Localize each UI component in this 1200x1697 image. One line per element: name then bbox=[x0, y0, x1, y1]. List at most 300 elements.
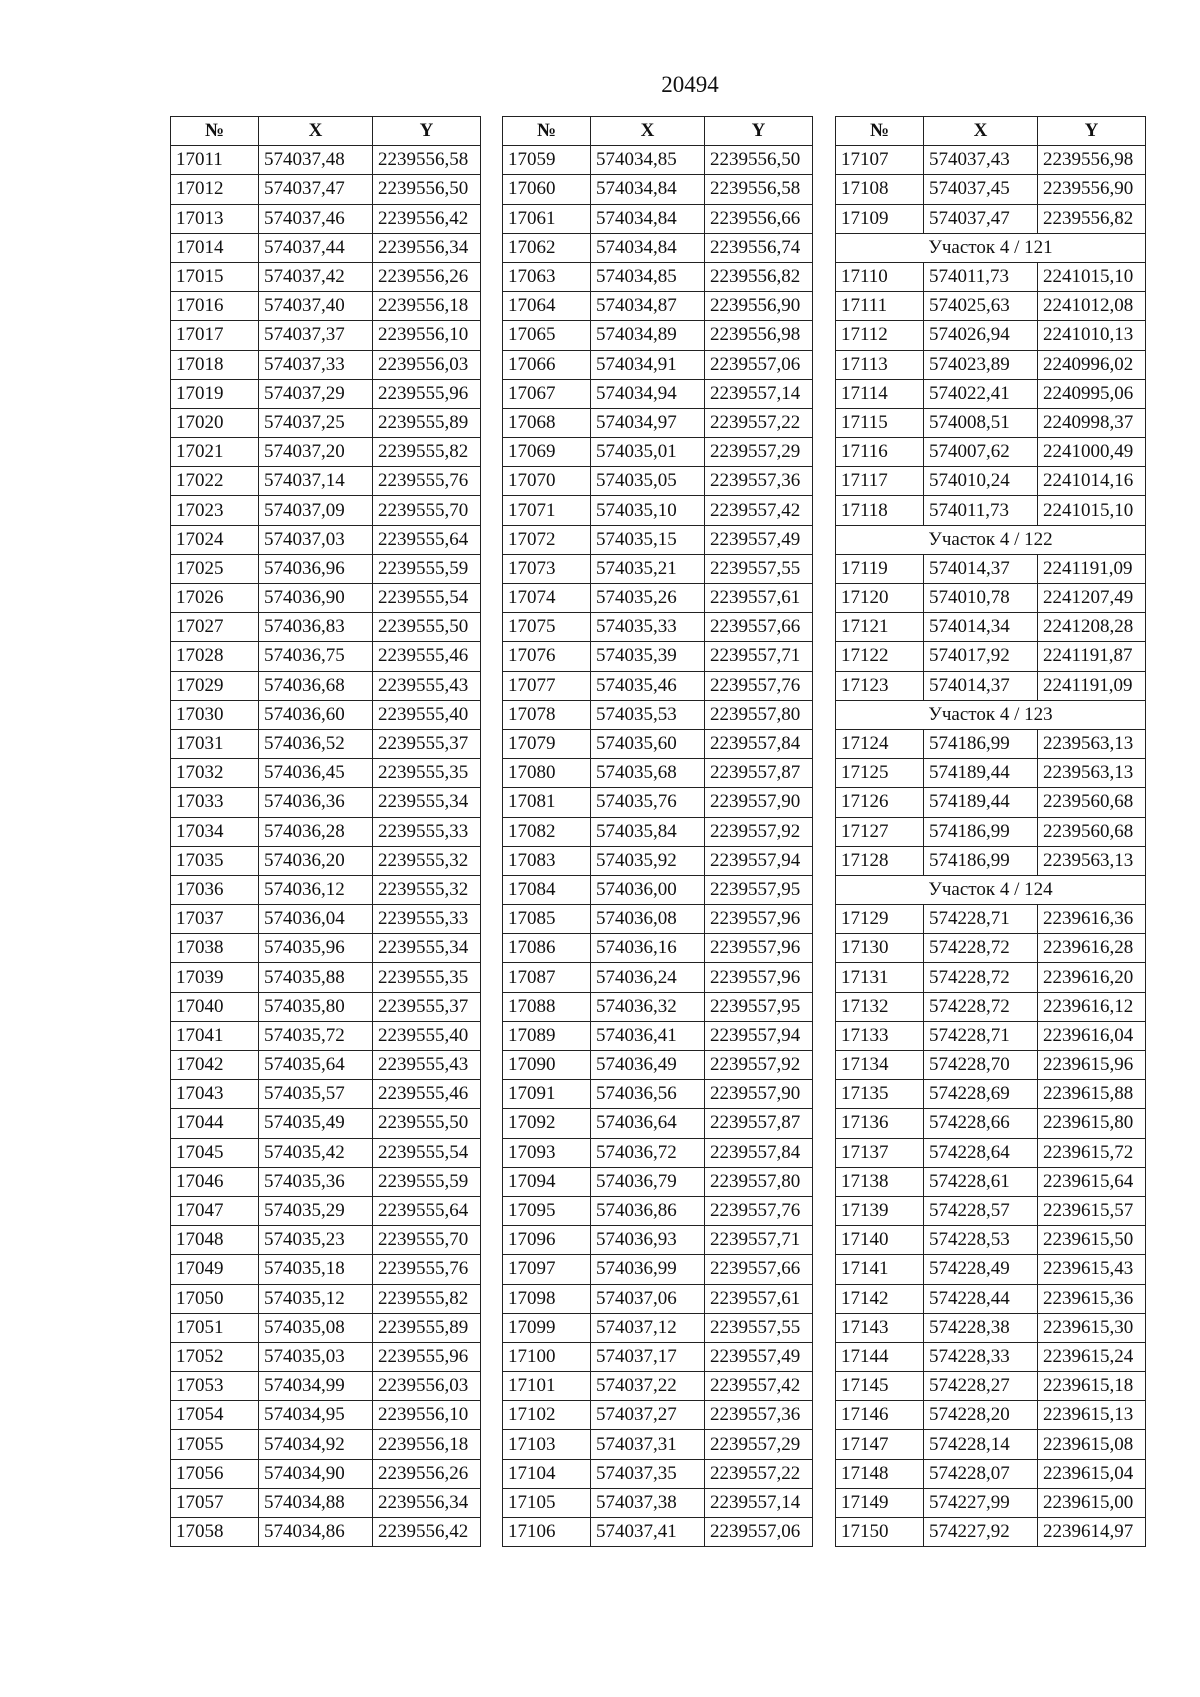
point-number-cell: 17101 bbox=[503, 1372, 591, 1401]
y-coordinate-cell: 2239555,43 bbox=[373, 671, 481, 700]
x-coordinate-cell: 574228,33 bbox=[924, 1342, 1038, 1371]
table-row bbox=[171, 350, 481, 379]
point-number-cell: 17100 bbox=[503, 1342, 591, 1371]
x-coordinate-cell: 574035,42 bbox=[259, 1138, 373, 1167]
y-coordinate-cell: 2239615,24 bbox=[1038, 1342, 1146, 1371]
table-row bbox=[836, 262, 1146, 291]
point-number-cell: 17097 bbox=[503, 1255, 591, 1284]
y-coordinate-cell: 2239557,14 bbox=[705, 379, 813, 408]
y-coordinate-cell: 2239555,64 bbox=[373, 525, 481, 554]
point-number-cell: 17132 bbox=[836, 992, 924, 1021]
y-coordinate-cell: 2239557,42 bbox=[705, 496, 813, 525]
table-row bbox=[836, 1518, 1146, 1547]
point-number-cell: 17037 bbox=[171, 905, 259, 934]
table-row bbox=[171, 584, 481, 613]
point-number-cell: 17117 bbox=[836, 467, 924, 496]
table-row bbox=[836, 1109, 1146, 1138]
table-row bbox=[503, 204, 813, 233]
table-row bbox=[836, 1284, 1146, 1313]
x-coordinate-cell: 574034,84 bbox=[591, 233, 705, 262]
table-row bbox=[503, 1051, 813, 1080]
x-coordinate-cell: 574011,73 bbox=[924, 496, 1038, 525]
x-coordinate-cell: 574014,37 bbox=[924, 671, 1038, 700]
table-row bbox=[171, 1138, 481, 1167]
y-coordinate-cell: 2239555,64 bbox=[373, 1196, 481, 1225]
point-number-cell: 17013 bbox=[171, 204, 259, 233]
point-number-cell: 17080 bbox=[503, 759, 591, 788]
y-coordinate-cell: 2239557,87 bbox=[705, 1109, 813, 1138]
point-number-cell: 17112 bbox=[836, 321, 924, 350]
point-number-cell: 17073 bbox=[503, 554, 591, 583]
y-coordinate-cell: 2239556,10 bbox=[373, 321, 481, 350]
point-number-cell: 17016 bbox=[171, 292, 259, 321]
y-coordinate-cell: 2239557,71 bbox=[705, 642, 813, 671]
y-coordinate-cell: 2239616,04 bbox=[1038, 1021, 1146, 1050]
table-row bbox=[503, 321, 813, 350]
x-coordinate-cell: 574036,45 bbox=[259, 759, 373, 788]
x-coordinate-cell: 574037,06 bbox=[591, 1284, 705, 1313]
point-number-cell: 17031 bbox=[171, 729, 259, 758]
point-number-cell: 17106 bbox=[503, 1518, 591, 1547]
y-coordinate-cell: 2239555,32 bbox=[373, 846, 481, 875]
y-coordinate-cell: 2239557,22 bbox=[705, 1459, 813, 1488]
y-coordinate-cell: 2241014,16 bbox=[1038, 467, 1146, 496]
x-coordinate-cell: 574228,20 bbox=[924, 1401, 1038, 1430]
table-row bbox=[171, 642, 481, 671]
table-row bbox=[503, 525, 813, 554]
x-coordinate-cell: 574228,71 bbox=[924, 1021, 1038, 1050]
point-number-cell: 17034 bbox=[171, 817, 259, 846]
point-number-cell: 17115 bbox=[836, 408, 924, 437]
x-coordinate-cell: 574036,32 bbox=[591, 992, 705, 1021]
x-coordinate-cell: 574037,27 bbox=[591, 1401, 705, 1430]
x-coordinate-cell: 574036,04 bbox=[259, 905, 373, 934]
section-row bbox=[836, 525, 1146, 554]
table-row bbox=[836, 554, 1146, 583]
x-coordinate-cell: 574036,64 bbox=[591, 1109, 705, 1138]
point-number-cell: 17078 bbox=[503, 700, 591, 729]
point-number-cell: 17074 bbox=[503, 584, 591, 613]
point-number-cell: 17067 bbox=[503, 379, 591, 408]
table-row bbox=[503, 846, 813, 875]
point-number-cell: 17017 bbox=[171, 321, 259, 350]
x-coordinate-cell: 574034,95 bbox=[259, 1401, 373, 1430]
point-number-cell: 17050 bbox=[171, 1284, 259, 1313]
x-coordinate-cell: 574037,29 bbox=[259, 379, 373, 408]
y-coordinate-cell: 2239557,84 bbox=[705, 729, 813, 758]
y-coordinate-cell: 2239556,74 bbox=[705, 233, 813, 262]
point-number-cell: 17125 bbox=[836, 759, 924, 788]
table-row bbox=[171, 1284, 481, 1313]
table-row bbox=[171, 321, 481, 350]
table-row bbox=[836, 292, 1146, 321]
y-coordinate-cell: 2239555,96 bbox=[373, 1342, 481, 1371]
x-coordinate-cell: 574037,45 bbox=[924, 175, 1038, 204]
x-coordinate-cell: 574037,43 bbox=[924, 146, 1038, 175]
point-number-cell: 17122 bbox=[836, 642, 924, 671]
y-coordinate-cell: 2239557,66 bbox=[705, 1255, 813, 1284]
y-coordinate-cell: 2239557,92 bbox=[705, 1051, 813, 1080]
table-row bbox=[171, 292, 481, 321]
x-coordinate-cell: 574228,69 bbox=[924, 1080, 1038, 1109]
header-row bbox=[836, 117, 1146, 146]
table-row bbox=[171, 467, 481, 496]
point-number-cell: 17107 bbox=[836, 146, 924, 175]
y-coordinate-cell: 2239557,76 bbox=[705, 1196, 813, 1225]
table-row bbox=[171, 1518, 481, 1547]
table-row bbox=[171, 963, 481, 992]
page-number: 20494 bbox=[661, 72, 719, 97]
y-coordinate-cell: 2239615,13 bbox=[1038, 1401, 1146, 1430]
x-coordinate-cell: 574035,88 bbox=[259, 963, 373, 992]
point-number-cell: 17140 bbox=[836, 1226, 924, 1255]
header-y: Y bbox=[705, 117, 813, 146]
x-coordinate-cell: 574034,87 bbox=[591, 292, 705, 321]
header-y: Y bbox=[1038, 117, 1146, 146]
point-number-cell: 17108 bbox=[836, 175, 924, 204]
x-coordinate-cell: 574034,88 bbox=[259, 1488, 373, 1517]
point-number-cell: 17039 bbox=[171, 963, 259, 992]
y-coordinate-cell: 2239555,40 bbox=[373, 700, 481, 729]
point-number-cell: 17099 bbox=[503, 1313, 591, 1342]
point-number-cell: 17104 bbox=[503, 1459, 591, 1488]
table-row bbox=[171, 1167, 481, 1196]
y-coordinate-cell: 2241191,09 bbox=[1038, 671, 1146, 700]
x-coordinate-cell: 574186,99 bbox=[924, 729, 1038, 758]
table-row bbox=[836, 934, 1146, 963]
x-coordinate-cell: 574228,72 bbox=[924, 992, 1038, 1021]
table-row bbox=[171, 671, 481, 700]
point-number-cell: 17057 bbox=[171, 1488, 259, 1517]
coordinates-table-3 bbox=[835, 116, 1146, 1547]
point-number-cell: 17083 bbox=[503, 846, 591, 875]
table-row bbox=[836, 963, 1146, 992]
table-row bbox=[503, 934, 813, 963]
y-coordinate-cell: 2239556,03 bbox=[373, 350, 481, 379]
table-row bbox=[503, 175, 813, 204]
table-row bbox=[836, 992, 1146, 1021]
point-number-cell: 17014 bbox=[171, 233, 259, 262]
y-coordinate-cell: 2239555,34 bbox=[373, 788, 481, 817]
y-coordinate-cell: 2239615,30 bbox=[1038, 1313, 1146, 1342]
table-row bbox=[503, 817, 813, 846]
y-coordinate-cell: 2239556,10 bbox=[373, 1401, 481, 1430]
y-coordinate-cell: 2239555,89 bbox=[373, 408, 481, 437]
table-row bbox=[503, 671, 813, 700]
point-number-cell: 17075 bbox=[503, 613, 591, 642]
y-coordinate-cell: 2239616,12 bbox=[1038, 992, 1146, 1021]
table-row bbox=[503, 1138, 813, 1167]
table-row bbox=[836, 1080, 1146, 1109]
table-row bbox=[503, 292, 813, 321]
point-number-cell: 17047 bbox=[171, 1196, 259, 1225]
x-coordinate-cell: 574034,84 bbox=[591, 204, 705, 233]
table-row bbox=[503, 1518, 813, 1547]
x-coordinate-cell: 574036,16 bbox=[591, 934, 705, 963]
y-coordinate-cell: 2239557,80 bbox=[705, 1167, 813, 1196]
section-title: Участок 4 / 124 bbox=[836, 875, 1146, 904]
point-number-cell: 17124 bbox=[836, 729, 924, 758]
table-row bbox=[171, 1430, 481, 1459]
y-coordinate-cell: 2239557,84 bbox=[705, 1138, 813, 1167]
table-row bbox=[171, 1342, 481, 1371]
x-coordinate-cell: 574037,14 bbox=[259, 467, 373, 496]
y-coordinate-cell: 2240998,37 bbox=[1038, 408, 1146, 437]
table-row bbox=[171, 934, 481, 963]
x-coordinate-cell: 574228,66 bbox=[924, 1109, 1038, 1138]
table-row bbox=[503, 700, 813, 729]
x-coordinate-cell: 574035,23 bbox=[259, 1226, 373, 1255]
x-coordinate-cell: 574189,44 bbox=[924, 759, 1038, 788]
x-coordinate-cell: 574228,72 bbox=[924, 963, 1038, 992]
point-number-cell: 17098 bbox=[503, 1284, 591, 1313]
y-coordinate-cell: 2240996,02 bbox=[1038, 350, 1146, 379]
point-number-cell: 17105 bbox=[503, 1488, 591, 1517]
point-number-cell: 17042 bbox=[171, 1051, 259, 1080]
table-row bbox=[171, 525, 481, 554]
table-row bbox=[503, 350, 813, 379]
x-coordinate-cell: 574036,24 bbox=[591, 963, 705, 992]
y-coordinate-cell: 2239556,98 bbox=[705, 321, 813, 350]
header-num: № bbox=[503, 117, 591, 146]
y-coordinate-cell: 2239557,61 bbox=[705, 584, 813, 613]
x-coordinate-cell: 574036,00 bbox=[591, 875, 705, 904]
point-number-cell: 17111 bbox=[836, 292, 924, 321]
x-coordinate-cell: 574036,75 bbox=[259, 642, 373, 671]
point-number-cell: 17012 bbox=[171, 175, 259, 204]
x-coordinate-cell: 574228,57 bbox=[924, 1196, 1038, 1225]
section-row bbox=[836, 233, 1146, 262]
y-coordinate-cell: 2239560,68 bbox=[1038, 788, 1146, 817]
x-coordinate-cell: 574025,63 bbox=[924, 292, 1038, 321]
table-row bbox=[836, 846, 1146, 875]
point-number-cell: 17043 bbox=[171, 1080, 259, 1109]
x-coordinate-cell: 574035,39 bbox=[591, 642, 705, 671]
point-number-cell: 17113 bbox=[836, 350, 924, 379]
y-coordinate-cell: 2239556,66 bbox=[705, 204, 813, 233]
y-coordinate-cell: 2239555,33 bbox=[373, 905, 481, 934]
table-row bbox=[836, 350, 1146, 379]
x-coordinate-cell: 574186,99 bbox=[924, 817, 1038, 846]
table-row bbox=[503, 992, 813, 1021]
y-coordinate-cell: 2239557,06 bbox=[705, 350, 813, 379]
point-number-cell: 17019 bbox=[171, 379, 259, 408]
x-coordinate-cell: 574228,49 bbox=[924, 1255, 1038, 1284]
y-coordinate-cell: 2241000,49 bbox=[1038, 438, 1146, 467]
point-number-cell: 17063 bbox=[503, 262, 591, 291]
table-row bbox=[836, 467, 1146, 496]
y-coordinate-cell: 2239557,96 bbox=[705, 963, 813, 992]
y-coordinate-cell: 2239557,42 bbox=[705, 1372, 813, 1401]
y-coordinate-cell: 2239563,13 bbox=[1038, 846, 1146, 875]
x-coordinate-cell: 574228,71 bbox=[924, 905, 1038, 934]
x-coordinate-cell: 574035,05 bbox=[591, 467, 705, 496]
point-number-cell: 17064 bbox=[503, 292, 591, 321]
x-coordinate-cell: 574036,93 bbox=[591, 1226, 705, 1255]
point-number-cell: 17134 bbox=[836, 1051, 924, 1080]
point-number-cell: 17123 bbox=[836, 671, 924, 700]
table-row bbox=[171, 1021, 481, 1050]
point-number-cell: 17142 bbox=[836, 1284, 924, 1313]
x-coordinate-cell: 574037,46 bbox=[259, 204, 373, 233]
table-row bbox=[503, 467, 813, 496]
x-coordinate-cell: 574034,85 bbox=[591, 262, 705, 291]
table-row bbox=[503, 1430, 813, 1459]
y-coordinate-cell: 2239555,76 bbox=[373, 467, 481, 496]
x-coordinate-cell: 574037,48 bbox=[259, 146, 373, 175]
x-coordinate-cell: 574017,92 bbox=[924, 642, 1038, 671]
x-coordinate-cell: 574037,17 bbox=[591, 1342, 705, 1371]
table-row bbox=[171, 1372, 481, 1401]
table-row bbox=[836, 1401, 1146, 1430]
point-number-cell: 17022 bbox=[171, 467, 259, 496]
x-coordinate-cell: 574007,62 bbox=[924, 438, 1038, 467]
table-row bbox=[171, 1051, 481, 1080]
table-row bbox=[171, 613, 481, 642]
point-number-cell: 17090 bbox=[503, 1051, 591, 1080]
table-row bbox=[836, 613, 1146, 642]
x-coordinate-cell: 574035,33 bbox=[591, 613, 705, 642]
point-number-cell: 17070 bbox=[503, 467, 591, 496]
x-coordinate-cell: 574037,31 bbox=[591, 1430, 705, 1459]
y-coordinate-cell: 2239555,50 bbox=[373, 613, 481, 642]
x-coordinate-cell: 574035,92 bbox=[591, 846, 705, 875]
table-row bbox=[503, 438, 813, 467]
y-coordinate-cell: 2239555,76 bbox=[373, 1255, 481, 1284]
y-coordinate-cell: 2241010,13 bbox=[1038, 321, 1146, 350]
table-row bbox=[171, 1109, 481, 1138]
table-row bbox=[171, 233, 481, 262]
table-row bbox=[171, 1488, 481, 1517]
x-coordinate-cell: 574037,41 bbox=[591, 1518, 705, 1547]
x-coordinate-cell: 574035,26 bbox=[591, 584, 705, 613]
x-coordinate-cell: 574011,73 bbox=[924, 262, 1038, 291]
point-number-cell: 17138 bbox=[836, 1167, 924, 1196]
table-row bbox=[836, 1313, 1146, 1342]
table-row bbox=[503, 613, 813, 642]
point-number-cell: 17051 bbox=[171, 1313, 259, 1342]
point-number-cell: 17044 bbox=[171, 1109, 259, 1138]
y-coordinate-cell: 2239556,50 bbox=[705, 146, 813, 175]
point-number-cell: 17035 bbox=[171, 846, 259, 875]
y-coordinate-cell: 2239556,90 bbox=[1038, 175, 1146, 204]
point-number-cell: 17131 bbox=[836, 963, 924, 992]
point-number-cell: 17091 bbox=[503, 1080, 591, 1109]
x-coordinate-cell: 574036,60 bbox=[259, 700, 373, 729]
x-coordinate-cell: 574037,22 bbox=[591, 1372, 705, 1401]
y-coordinate-cell: 2239615,64 bbox=[1038, 1167, 1146, 1196]
table-row bbox=[836, 1051, 1146, 1080]
x-coordinate-cell: 574008,51 bbox=[924, 408, 1038, 437]
table-row bbox=[171, 1196, 481, 1225]
point-number-cell: 17077 bbox=[503, 671, 591, 700]
table-row bbox=[836, 759, 1146, 788]
y-coordinate-cell: 2239556,26 bbox=[373, 262, 481, 291]
table-row bbox=[503, 262, 813, 291]
y-coordinate-cell: 2239615,72 bbox=[1038, 1138, 1146, 1167]
x-coordinate-cell: 574023,89 bbox=[924, 350, 1038, 379]
table-row bbox=[836, 321, 1146, 350]
x-coordinate-cell: 574035,12 bbox=[259, 1284, 373, 1313]
y-coordinate-cell: 2239555,50 bbox=[373, 1109, 481, 1138]
x-coordinate-cell: 574022,41 bbox=[924, 379, 1038, 408]
header-row bbox=[171, 117, 481, 146]
y-coordinate-cell: 2239555,96 bbox=[373, 379, 481, 408]
point-number-cell: 17087 bbox=[503, 963, 591, 992]
y-coordinate-cell: 2239556,98 bbox=[1038, 146, 1146, 175]
y-coordinate-cell: 2239557,22 bbox=[705, 408, 813, 437]
x-coordinate-cell: 574035,80 bbox=[259, 992, 373, 1021]
y-coordinate-cell: 2239556,82 bbox=[705, 262, 813, 291]
y-coordinate-cell: 2239557,55 bbox=[705, 1313, 813, 1342]
x-coordinate-cell: 574035,76 bbox=[591, 788, 705, 817]
point-number-cell: 17061 bbox=[503, 204, 591, 233]
y-coordinate-cell: 2239556,18 bbox=[373, 1430, 481, 1459]
table-row bbox=[836, 204, 1146, 233]
point-number-cell: 17135 bbox=[836, 1080, 924, 1109]
point-number-cell: 17023 bbox=[171, 496, 259, 525]
point-number-cell: 17036 bbox=[171, 875, 259, 904]
y-coordinate-cell: 2239557,96 bbox=[705, 934, 813, 963]
y-coordinate-cell: 2239615,96 bbox=[1038, 1051, 1146, 1080]
x-coordinate-cell: 574036,86 bbox=[591, 1196, 705, 1225]
x-coordinate-cell: 574036,08 bbox=[591, 905, 705, 934]
x-coordinate-cell: 574037,03 bbox=[259, 525, 373, 554]
table-row bbox=[171, 438, 481, 467]
x-coordinate-cell: 574036,83 bbox=[259, 613, 373, 642]
x-coordinate-cell: 574034,86 bbox=[259, 1518, 373, 1547]
point-number-cell: 17060 bbox=[503, 175, 591, 204]
point-number-cell: 17030 bbox=[171, 700, 259, 729]
point-number-cell: 17145 bbox=[836, 1372, 924, 1401]
y-coordinate-cell: 2241012,08 bbox=[1038, 292, 1146, 321]
y-coordinate-cell: 2239556,82 bbox=[1038, 204, 1146, 233]
y-coordinate-cell: 2239557,66 bbox=[705, 613, 813, 642]
point-number-cell: 17150 bbox=[836, 1518, 924, 1547]
x-coordinate-cell: 574037,33 bbox=[259, 350, 373, 379]
table-row bbox=[503, 1372, 813, 1401]
table-row bbox=[171, 1255, 481, 1284]
point-number-cell: 17095 bbox=[503, 1196, 591, 1225]
point-number-cell: 17092 bbox=[503, 1109, 591, 1138]
point-number-cell: 17149 bbox=[836, 1488, 924, 1517]
table-row bbox=[503, 642, 813, 671]
x-coordinate-cell: 574228,61 bbox=[924, 1167, 1038, 1196]
y-coordinate-cell: 2239557,90 bbox=[705, 788, 813, 817]
y-coordinate-cell: 2239555,70 bbox=[373, 1226, 481, 1255]
y-coordinate-cell: 2239616,20 bbox=[1038, 963, 1146, 992]
point-number-cell: 17096 bbox=[503, 1226, 591, 1255]
header-num: № bbox=[171, 117, 259, 146]
x-coordinate-cell: 574036,99 bbox=[591, 1255, 705, 1284]
table-row bbox=[836, 671, 1146, 700]
y-coordinate-cell: 2239555,59 bbox=[373, 554, 481, 583]
x-coordinate-cell: 574034,90 bbox=[259, 1459, 373, 1488]
point-number-cell: 17040 bbox=[171, 992, 259, 1021]
header-y: Y bbox=[373, 117, 481, 146]
y-coordinate-cell: 2239615,04 bbox=[1038, 1459, 1146, 1488]
x-coordinate-cell: 574037,44 bbox=[259, 233, 373, 262]
y-coordinate-cell: 2239555,59 bbox=[373, 1167, 481, 1196]
y-coordinate-cell: 2239556,42 bbox=[373, 1518, 481, 1547]
table-row bbox=[171, 175, 481, 204]
point-number-cell: 17121 bbox=[836, 613, 924, 642]
table-row bbox=[836, 788, 1146, 817]
y-coordinate-cell: 2239556,50 bbox=[373, 175, 481, 204]
y-coordinate-cell: 2239615,80 bbox=[1038, 1109, 1146, 1138]
x-coordinate-cell: 574035,15 bbox=[591, 525, 705, 554]
coordinates-table-2 bbox=[502, 116, 813, 1547]
